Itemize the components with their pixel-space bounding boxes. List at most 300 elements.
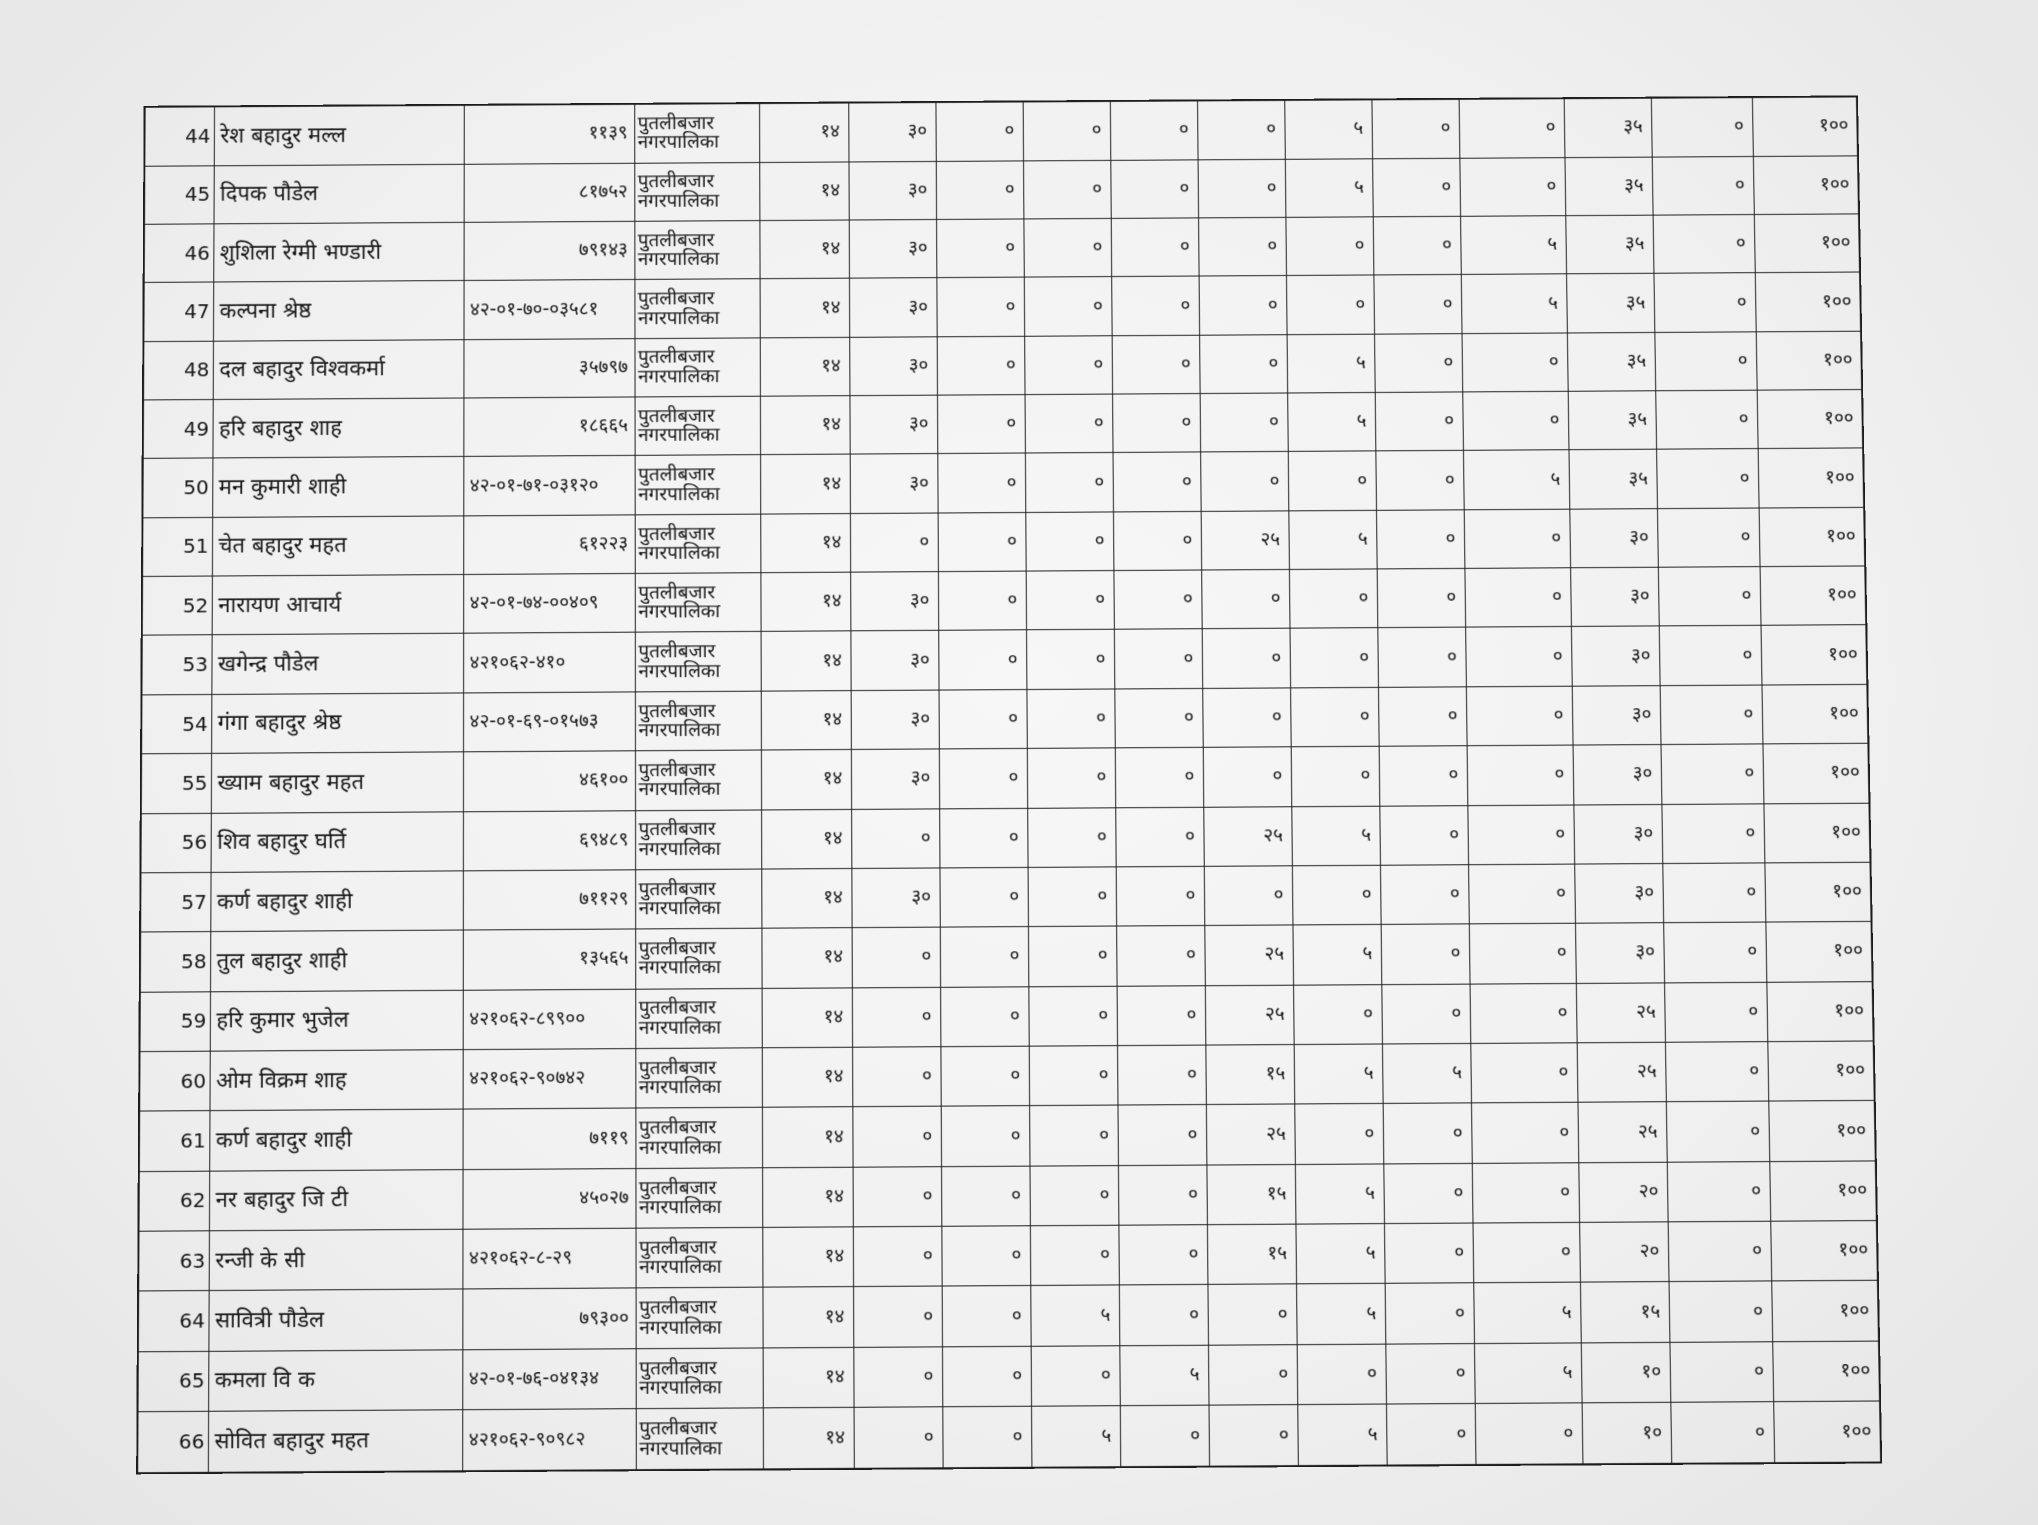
score-cell: ० [1025,453,1113,512]
score-cell: ० [1381,924,1470,984]
score-cell: ० [1669,1342,1773,1403]
municipality-cell [635,928,761,988]
municipality-line-2: नगरपालिका [638,718,721,742]
municipality-line-2: नगरपालिका [639,1315,722,1339]
score-cell: ० [1383,1103,1472,1163]
score-cell: ० [1118,1165,1207,1226]
score-cell: ० [1653,273,1755,332]
score-cell: १४ [762,1047,853,1107]
municipality-cell [635,1108,762,1169]
name-cell: ओम विक्रम शाह [209,1050,462,1111]
municipality-line-1: पुतलीबजार [638,937,716,960]
score-cell: ५ [1294,1044,1383,1104]
score-cell: ३० [1569,508,1658,567]
score-cell: ० [1026,571,1114,631]
score-cell: ३५ [1566,274,1654,333]
score-cell: १४ [761,750,851,810]
score-cell: ० [1117,1105,1206,1165]
municipality-line-1: पुतलीबजार [638,877,716,901]
score-cell: ० [938,630,1026,690]
score-cell: ० [1658,567,1761,627]
score-cell: १०० [1754,214,1860,273]
score-cell: १०० [1760,566,1867,626]
table-row [140,862,1871,932]
score-cell: ० [1110,159,1198,218]
name-cell: कल्पना श्रेष्ठ [213,281,464,341]
score-cell: ० [1112,335,1200,394]
score-cell: ५ [1284,99,1372,159]
name-cell: खगेन्द्र पौडेल [211,634,463,695]
score-cell: ० [853,1286,942,1347]
score-cell: ० [1291,746,1380,806]
id-number-cell: ६१२२३ [463,515,635,575]
table-row [138,1341,1881,1412]
score-cell: ३५ [1567,332,1655,391]
score-cell: ३५ [1568,391,1656,450]
score-cell: ० [1459,157,1565,216]
municipality-cell [636,1348,763,1409]
score-cell: ० [1466,686,1573,746]
score-cell: ० [1119,1285,1208,1346]
score-cell: ० [1202,688,1290,748]
score-cell: १०० [1771,1281,1879,1342]
score-cell: १०० [1755,272,1861,331]
score-cell: ५ [1296,1284,1385,1345]
score-cell: २५ [1206,1104,1295,1164]
score-cell: १० [1582,1402,1672,1464]
score-cell: ० [1116,866,1205,926]
score-cell: ० [1379,746,1468,806]
municipality-line-1: पुतलीबजार [637,112,715,135]
score-cell: ० [1663,922,1766,982]
municipality-line-2: नगरपालिका [637,189,720,212]
municipality-cell [635,396,761,456]
name-cell: शिव बहादुर घर्ति [211,811,463,872]
score-cell: ० [1470,983,1577,1043]
score-cell: १०० [1762,743,1869,803]
score-cell: ३५ [1568,450,1656,509]
municipality-line-1: पुतलीबजार [637,228,715,252]
score-cell: ० [1667,1161,1770,1222]
municipality-line-1: पुतलीबजार [638,640,716,663]
municipality-cell [635,691,761,751]
score-cell: ० [1657,508,1760,568]
table-row [142,448,1864,517]
name-cell: रन्जी के सी [209,1229,463,1291]
score-cell: १४ [759,162,848,221]
score-cell: ० [1386,1404,1475,1466]
score-cell: ० [1111,218,1199,277]
id-number-cell: ७११२९ [463,870,635,931]
score-cell: ० [1670,1402,1774,1464]
score-cell: १४ [761,631,851,691]
municipality-line-2: नगरपालिका [638,423,720,447]
score-cell: ५ [1287,393,1375,452]
score-cell: २५ [1201,511,1289,570]
score-cell: १४ [761,928,851,988]
score-cell: ० [937,336,1025,395]
serial-number-cell: 62 [139,1171,210,1231]
score-cell: १४ [763,1347,854,1408]
score-cell: ० [1465,627,1572,687]
score-cell: १४ [760,454,850,513]
score-cell: ३० [851,690,939,750]
score-cell: ० [1113,570,1201,630]
score-cell: ० [1385,1283,1474,1344]
id-number-cell: ७९३०० [462,1288,635,1349]
score-cell: ० [852,987,941,1047]
municipality-line-2: नगरपालिका [637,306,720,329]
municipality-line-2: नगरपालिका [637,131,720,154]
score-cell: ० [853,1226,942,1287]
score-cell: ० [1198,159,1286,218]
table-row [138,1281,1879,1352]
id-number-cell: ४२१०६२-९०७४२ [463,1049,636,1110]
score-cell: १४ [760,513,850,572]
score-cell: ० [1028,986,1117,1046]
score-cell: १४ [759,220,849,279]
score-cell: ० [1116,926,1205,986]
municipality-cell [635,1048,762,1109]
score-cell: १०० [1769,1161,1877,1222]
score-cell: ३० [1574,863,1663,923]
serial-number-cell: 56 [140,813,210,873]
score-cell: ० [936,277,1024,336]
table-row [142,566,1867,636]
table-row [144,214,1860,283]
municipality-cell [635,750,761,810]
municipality-cell [635,514,761,574]
score-cell: ३० [849,278,937,337]
score-cell: ३० [850,572,938,632]
score-cell: १४ [761,690,851,750]
score-cell: ० [1198,217,1286,276]
serial-number-cell: 45 [144,165,214,224]
score-cell: १४ [760,337,850,396]
score-cell: ० [1668,1221,1772,1282]
municipality-line-1: पुतलीबजार [638,996,717,1020]
score-cell: ० [1120,1405,1209,1467]
score-cell: ० [1029,1046,1118,1106]
score-cell: १४ [762,1287,853,1348]
score-cell: १४ [762,1227,853,1288]
serial-number-cell: 63 [138,1231,209,1292]
table-row [139,1161,1877,1232]
score-cell: ० [1467,745,1574,805]
score-cell: ५ [1287,334,1375,393]
score-cell: ० [1375,392,1463,451]
score-cell: १०० [1763,803,1870,863]
municipality-cell [635,869,761,929]
score-cell: ५ [1460,216,1566,275]
table-row [139,1041,1875,1111]
score-cell: १०० [1756,331,1862,390]
score-cell: ० [942,1346,1031,1407]
score-cell: ० [1475,1403,1583,1465]
score-cell: ० [1028,926,1117,986]
name-cell: गंगा बहादुर श्रेष्ठ [211,693,463,754]
table-row [137,1401,1881,1473]
name-cell: हरि बहादुर शाह [212,398,463,458]
score-cell: ० [1383,1163,1472,1224]
name-cell: सोवित बहादुर महत [208,1410,462,1473]
municipality-line-1: पुतलीबजार [638,699,716,722]
id-number-cell: ४२-०१-७१-०३१२० [463,456,634,516]
score-cell: १०० [1764,862,1871,922]
id-number-cell: ४२-०१-६९-०१५७३ [463,692,635,752]
municipality-line-1: पुतलीबजार [638,1116,717,1139]
id-number-cell: १८६६५ [463,397,634,457]
table-row [144,155,1859,224]
score-cell: ० [1656,449,1759,508]
score-cell: ० [936,161,1024,220]
score-cell: ० [938,571,1026,631]
score-cell: ० [1113,511,1201,570]
table-row [142,507,1865,576]
municipality-cell [635,1167,762,1228]
name-cell: दल बहादुर विश्वकर्मा [213,339,464,399]
score-cell: ० [1652,156,1754,215]
municipality-cell [636,1227,763,1288]
score-cell: १०० [1753,155,1859,214]
score-cell: ० [851,808,939,868]
score-cell: १०० [1761,625,1868,685]
score-cell: १०० [1767,1041,1874,1101]
score-cell: ० [937,395,1025,454]
municipality-cell [636,1288,763,1349]
score-cell: ० [1202,629,1290,689]
score-cell: १४ [760,278,850,337]
score-cell: ० [1026,630,1114,690]
serial-number-cell: 55 [141,754,211,814]
score-cell: ० [1385,1343,1474,1404]
name-cell: मन कुमारी शाही [212,457,463,517]
score-cell: ० [1660,685,1763,745]
score-cell: १५ [1207,1224,1296,1285]
score-cell: ० [1026,689,1114,749]
score-cell: ० [935,102,1023,162]
score-cell: ५ [1288,510,1376,569]
id-number-cell: ४२-०१-७६-०४१३४ [462,1349,635,1410]
score-cell: १४ [760,572,850,632]
score-table [136,95,1882,1474]
score-cell: ० [1372,158,1460,217]
municipality-line-2: नगरपालिका [638,1135,722,1159]
score-cell: ३० [848,161,936,220]
score-cell: ० [936,219,1024,278]
serial-number-cell: 51 [142,517,212,576]
municipality-line-2: नगरपालिका [637,365,720,388]
table-row [141,684,1868,754]
score-cell: ० [1661,744,1764,804]
score-cell: ० [1462,333,1568,392]
id-number-cell: ७९१४३ [464,221,635,281]
score-cell: ० [1200,393,1288,452]
municipality-line-2: नगरपालिका [638,541,721,564]
score-cell: ० [1114,629,1202,689]
score-cell: ० [1023,218,1111,277]
score-cell: ० [1371,99,1459,159]
score-cell: ३० [1571,626,1660,686]
score-cell: २५ [1577,1042,1666,1102]
score-cell: १०० [1768,1101,1876,1162]
score-cell: ० [1203,747,1292,807]
name-cell: दिपक पौडेल [214,164,464,224]
score-cell: ० [940,1046,1029,1106]
serial-number-cell: 50 [142,458,212,517]
name-cell: सावित्री पौडेल [208,1289,462,1351]
id-number-cell: ७११९ [463,1108,636,1169]
score-cell: ० [942,1406,1031,1468]
id-number-cell: ८१७५२ [464,163,635,222]
score-cell: ० [1023,101,1111,161]
score-cell: ३० [850,454,938,513]
score-cell: १४ [762,988,852,1048]
score-cell: ० [1666,1101,1769,1162]
municipality-line-2: नगरपालिका [638,1075,722,1099]
municipality-cell [635,632,761,692]
score-cell: ० [1197,100,1285,160]
score-cell: ० [1290,628,1378,688]
table-body [137,96,1881,1473]
table-row [138,1221,1878,1292]
name-cell: नर बहादुर जि टी [209,1169,463,1231]
score-cell: ० [1118,1225,1207,1286]
municipality-line-2: नगरपालिका [638,482,720,505]
municipality-line-1: पुतलीबजार [638,1176,717,1199]
score-cell: ० [1113,452,1201,511]
score-cell: ० [937,453,1025,512]
score-cell: ० [1028,867,1117,927]
municipality-line-1: पुतलीबजार [638,404,715,427]
score-cell: ० [1470,1043,1577,1103]
municipality-line-2: नगरपालिका [638,778,721,801]
score-cell: ३० [1575,923,1664,983]
id-number-cell: ४२१०६२-८९९०० [463,989,636,1050]
score-cell: ० [1659,626,1762,686]
score-cell: ५ [1473,1283,1581,1344]
score-cell: ० [1115,807,1204,867]
score-cell: ० [1024,335,1112,394]
municipality-cell [636,1408,763,1470]
score-cell: ० [1286,275,1374,334]
municipality-line-1: पुतलीबजार [638,818,716,841]
municipality-line-2: नगरपालिका [639,1436,723,1460]
municipality-line-1: पुतलीबजार [638,463,715,486]
municipality-cell [634,338,759,397]
score-cell: १०० [1759,507,1866,567]
municipality-line-1: पुतलीबजार [639,1296,717,1320]
municipality-line-1: पुतलीबजार [639,1416,718,1440]
score-cell: १०० [1765,922,1872,982]
score-cell: ० [1662,863,1765,923]
id-number-cell: ३५७९७ [463,338,634,398]
municipality-line-1: पुतलीबजार [637,346,715,369]
municipality-line-2: नगरपालिका [638,1016,722,1039]
name-cell: शुशिला रेग्मी भण्डारी [213,222,463,282]
score-cell: ० [1029,1165,1118,1226]
id-number-cell: ४२१०६२-८-२९ [462,1228,635,1289]
score-cell: ० [1027,807,1115,867]
score-cell: १०० [1772,1341,1880,1402]
score-cell: ५ [1297,1404,1386,1466]
municipality-cell [634,162,759,221]
municipality-line-2: नगरपालिका [638,659,721,683]
municipality-line-1: पुतलीबजार [637,287,715,310]
score-cell: ० [1379,805,1468,865]
municipality-cell [635,455,761,515]
score-cell: ० [1110,100,1198,160]
score-cell: १०० [1757,390,1863,449]
score-cell: ३० [1570,567,1659,627]
municipality-cell [634,221,759,280]
municipality-line-1: पुतलीबजार [638,1056,717,1080]
municipality-line-2: नगरपालिका [638,1195,722,1219]
id-number-cell: ४२-०१-७०-०३५८१ [463,280,634,340]
score-cell: ० [1288,451,1376,510]
score-cell: ० [941,1226,1030,1287]
score-cell: १०० [1758,448,1865,507]
serial-number-cell: 48 [143,341,213,400]
score-cell: ० [1459,98,1565,158]
score-cell: ० [1025,512,1113,571]
score-cell: ० [1290,687,1379,747]
score-cell: ० [1117,985,1206,1045]
score-cell: ० [1199,334,1287,393]
score-cell: ५ [1285,158,1373,217]
score-cell: ५ [1474,1343,1582,1404]
score-cell: ० [1377,569,1465,629]
score-cell: ० [1117,1045,1206,1105]
score-cell: ० [1655,390,1757,449]
score-cell: १०० [1770,1221,1878,1282]
score-cell: ० [1381,984,1470,1044]
table-row [143,331,1862,400]
score-cell: ० [1027,748,1115,808]
id-number-cell: ४२-०१-७४-००४०९ [463,574,635,634]
score-cell: ० [1204,866,1293,926]
municipality-line-1: पुतलीबजार [639,1356,717,1380]
score-cell: ५ [1295,1224,1384,1285]
score-cell: ० [939,867,1027,927]
score-cell: ३० [849,337,937,396]
score-cell: ० [1380,865,1469,925]
municipality-line-2: नगरपालिका [638,600,721,623]
score-cell: ५ [1031,1406,1120,1468]
score-cell: ० [1653,214,1755,273]
table-row [139,1101,1876,1172]
score-cell: ० [1209,1405,1298,1467]
id-number-cell: १३५६५ [463,929,635,990]
score-cell: २५ [1204,925,1293,985]
score-cell: ० [853,1166,942,1227]
score-cell: ० [1201,570,1289,630]
score-cell: ० [941,1106,1030,1166]
serial-number-cell: 54 [141,694,211,754]
score-cell: ० [1472,1162,1579,1223]
score-cell: ० [1669,1281,1773,1342]
score-cell: ० [1114,688,1202,748]
municipality-line-1: पुतलीबजार [638,758,716,782]
score-cell: ३० [1573,745,1662,805]
serial-number-cell: 66 [137,1411,208,1473]
score-cell: ३५ [1564,157,1652,216]
score-cell: ० [1654,332,1756,391]
id-number-cell: ४६१०० [463,751,635,811]
score-cell: १०० [1773,1401,1881,1463]
serial-number-cell: 52 [142,576,212,635]
score-cell: ० [941,1166,1030,1227]
